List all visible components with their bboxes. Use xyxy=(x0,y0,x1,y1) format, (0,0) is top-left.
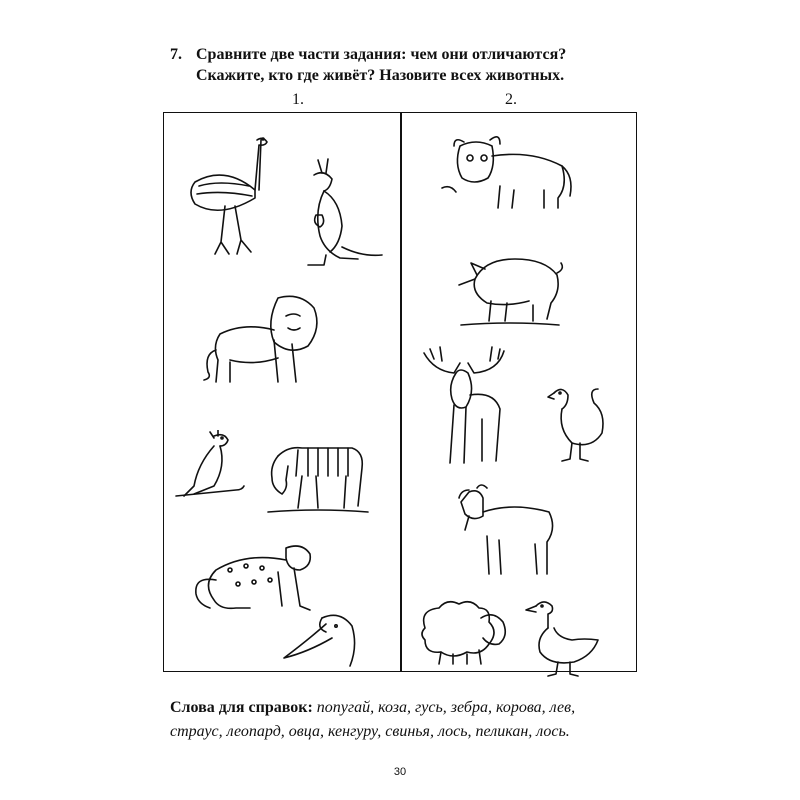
column-label-2: 2. xyxy=(505,91,517,108)
goat-drawing xyxy=(455,482,565,582)
sheep-drawing xyxy=(415,598,510,668)
reference-line-1 xyxy=(170,696,640,720)
task-line-1 xyxy=(170,44,640,65)
leopard-drawing xyxy=(190,540,325,620)
task-number: 7. xyxy=(170,46,182,63)
reference-label: Слова для справок: xyxy=(170,699,313,716)
task-question-1: Сравните две части задания: чем они отличаются? xyxy=(196,46,567,63)
lion-drawing xyxy=(200,290,330,390)
moose-drawing xyxy=(420,345,515,470)
hen-drawing xyxy=(540,385,610,465)
pig-drawing xyxy=(455,245,565,330)
column-label-1: 1. xyxy=(292,91,304,108)
kangaroo-drawing xyxy=(296,155,386,270)
cow-drawing xyxy=(440,132,580,217)
task-question-2: Скажите, кто где живёт? Назовите всех животных. xyxy=(196,67,565,84)
pelican-drawing xyxy=(282,612,362,667)
reference-words xyxy=(170,696,640,744)
page-number: 30 xyxy=(393,766,407,778)
ostrich-drawing xyxy=(185,130,280,265)
zebra-drawing xyxy=(262,436,372,516)
reference-words-2: страус, леопард, овца, кенгуру, свинья, лось, пеликан, лось. xyxy=(170,723,570,740)
reference-words-1: попугай, коза, гусь, зебра, корова, лев, xyxy=(316,699,576,716)
task-instructions xyxy=(170,44,640,86)
parrot-drawing xyxy=(170,430,250,505)
goose-drawing xyxy=(522,598,602,678)
column-divider xyxy=(400,112,402,672)
